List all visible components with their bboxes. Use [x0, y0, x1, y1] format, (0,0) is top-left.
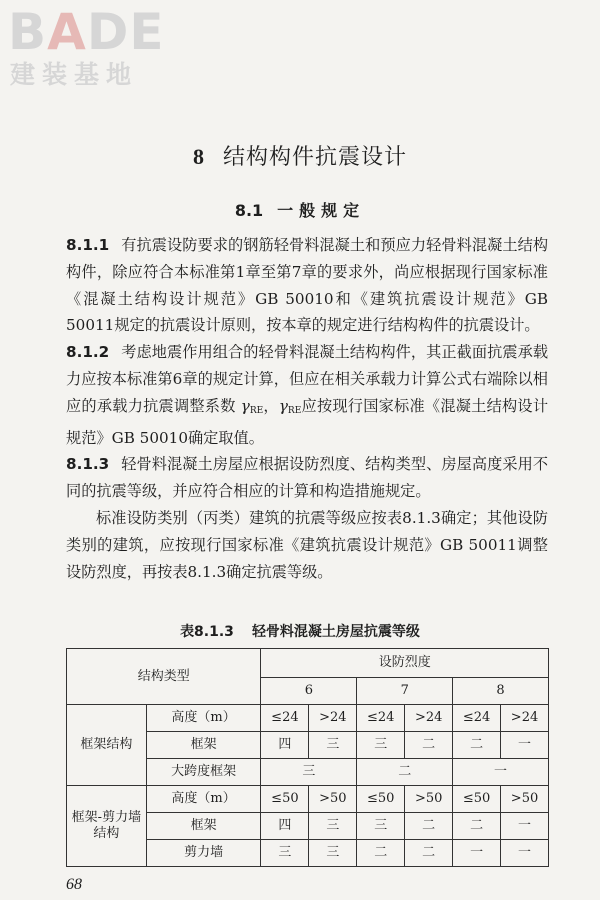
gamma-symbol: γ: [278, 396, 288, 415]
cell: 三: [309, 840, 357, 867]
group-frame: 框架结构: [67, 705, 147, 786]
cell: >50: [501, 786, 549, 813]
row-label: 高度（m）: [146, 786, 261, 813]
clause-8-1-3: [66, 451, 548, 505]
clause-text: 应按现行国家标准《混凝土结构设计规范》GB 50010确定取值。: [66, 396, 549, 447]
table-caption: [0, 622, 600, 642]
cell: 一: [501, 732, 549, 759]
chapter-title: [0, 142, 600, 173]
cell: 一: [501, 813, 549, 840]
section-title: [0, 200, 600, 222]
chapter-number: 8: [192, 144, 205, 169]
gamma-subscript: RE: [287, 405, 302, 416]
cell: 一: [453, 759, 549, 786]
cell: 二: [405, 813, 453, 840]
cell: ≤24: [261, 705, 309, 732]
body-text: [66, 232, 548, 585]
table-row: [67, 786, 549, 813]
header-structure-type: 结构类型: [67, 649, 261, 705]
cell: 二: [453, 732, 501, 759]
header-intensity: 设防烈度: [261, 649, 549, 678]
clause-text: ，: [263, 396, 279, 415]
cell: 三: [309, 813, 357, 840]
clause-text: 轻骨料混凝土房屋应根据设防烈度、结构类型、房屋高度采用不同的抗震等级，并应符合相应的计算和构造措施规定。: [66, 455, 548, 501]
header-intensity-6: 6: [261, 678, 357, 705]
section-title-text: 一般规定: [277, 201, 366, 220]
clause-text: 考虑地震作用组合的轻骨料混凝土结构构件，其正截面抗震承载力应按本标准第6章的规定计算，但应在相关承载力计算公式右端除以相应的承载力抗震调整系数: [66, 343, 548, 415]
cell: ≤24: [453, 705, 501, 732]
cell: >50: [405, 786, 453, 813]
table-row: [67, 705, 549, 732]
table-header-row: [67, 649, 549, 678]
cell: 一: [501, 840, 549, 867]
cell: 二: [357, 840, 405, 867]
clause-number: 8.1.3: [66, 455, 110, 474]
section-number: 8.1: [234, 201, 264, 220]
cell: >24: [309, 705, 357, 732]
clause-text: 有抗震设防要求的钢筋轻骨料混凝土和预应力轻骨料混凝土结构构件，除应符合本标准第1章至第7章的要求外，尚应根据现行国家标准《混凝土结构设计规范》GB 50010和《建筑抗震设计规范》GB 50011规定的抗震设计原则，按本章的规定进行结构构件的抗震设计。: [66, 236, 548, 335]
cell: 二: [453, 813, 501, 840]
clause-8-1-2: [66, 339, 548, 451]
cell: 二: [357, 759, 453, 786]
gamma-symbol: γ: [240, 396, 250, 415]
header-intensity-7: 7: [357, 678, 453, 705]
cell: >50: [309, 786, 357, 813]
logo-subtitle: 建装基地: [10, 60, 139, 89]
page-number: 68: [66, 876, 82, 893]
cell: >24: [405, 705, 453, 732]
cell: 三: [309, 732, 357, 759]
chapter-title-text: 结构构件抗震设计: [222, 145, 407, 170]
cell: ≤24: [357, 705, 405, 732]
row-label: 框架: [146, 732, 261, 759]
cell: >24: [501, 705, 549, 732]
cell: 一: [453, 840, 501, 867]
row-label: 高度（m）: [146, 705, 261, 732]
clause-8-1-1: [66, 232, 548, 339]
cell: 四: [261, 732, 309, 759]
seismic-grade-table: [66, 648, 549, 867]
row-label: 大跨度框架: [146, 759, 261, 786]
cell: 三: [357, 732, 405, 759]
row-label: 框架: [146, 813, 261, 840]
row-label: 剪力墙: [146, 840, 261, 867]
cell: 三: [357, 813, 405, 840]
cell: ≤50: [261, 786, 309, 813]
clause-8-1-3-paragraph: 标准设防类别（丙类）建筑的抗震等级应按表8.1.3确定；其他设防类别的建筑，应按现行国家标准《建筑抗震设计规范》GB 50011调整设防烈度，再按表8.1.3确定抗震等级。: [66, 508, 548, 581]
cell: 二: [405, 732, 453, 759]
clause-number: 8.1.2: [66, 343, 110, 362]
table-number: 表8.1.3: [180, 624, 234, 640]
bade-logo: [8, 3, 178, 92]
cell: 二: [405, 840, 453, 867]
clause-number: 8.1.1: [66, 236, 110, 254]
cell: ≤50: [453, 786, 501, 813]
table-title: 轻骨料混凝土房屋抗震等级: [251, 624, 420, 640]
header-intensity-8: 8: [453, 678, 549, 705]
group-frame-wall: 框架-剪力墙结构: [67, 786, 147, 867]
cell: 三: [261, 759, 357, 786]
cell: ≤50: [357, 786, 405, 813]
cell: 三: [261, 840, 309, 867]
cell: 四: [261, 813, 309, 840]
logo-wordmark: BADE: [8, 3, 165, 61]
gamma-subscript: RE: [249, 405, 264, 416]
